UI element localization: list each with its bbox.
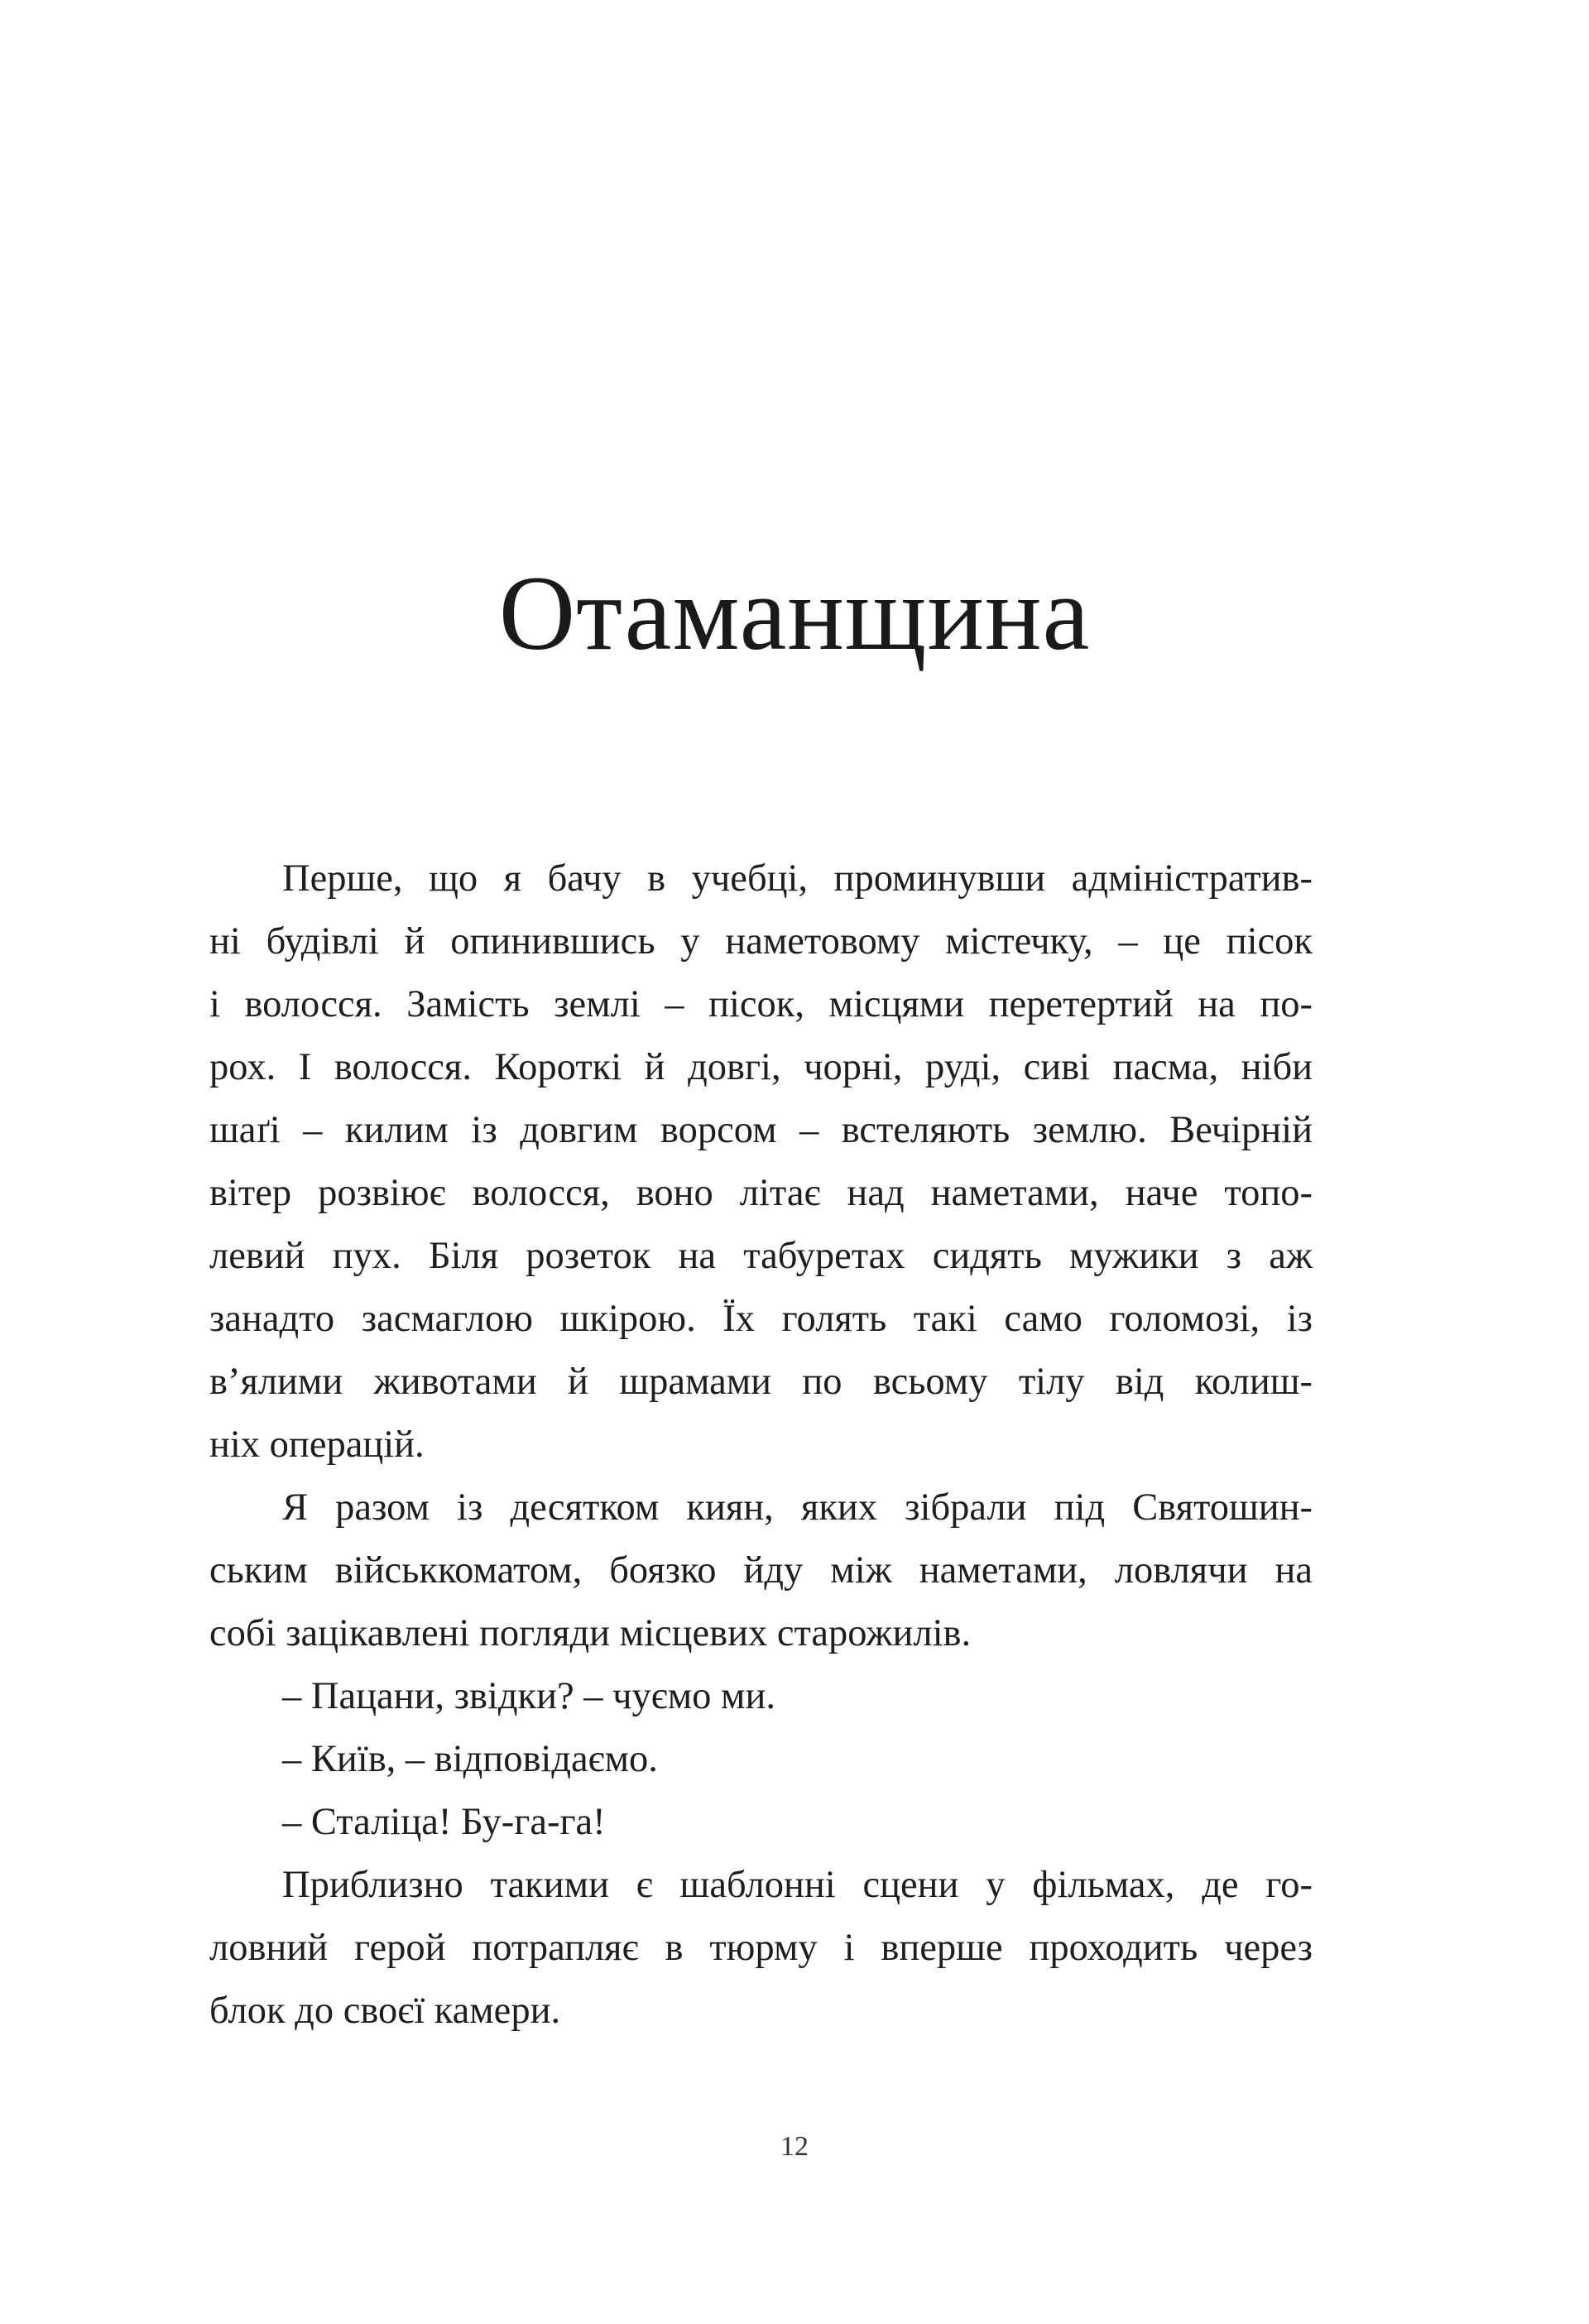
text-line: рох. І волосся. Короткі й довгі, чорні, руді, сиві пасма, ніби (209, 1046, 1313, 1088)
text-line: вітер розвіює волосся, воно літає над наметами, наче топо- (209, 1172, 1313, 1214)
text-line: блок до своєї камери. (209, 1990, 561, 2032)
page-number: 12 (780, 2131, 809, 2162)
text-line: левий пух. Біля розеток на табуретах сидять мужики з аж (209, 1235, 1313, 1277)
text-line: Я разом із десятком киян, яких зібрали під Святошин- (282, 1486, 1313, 1529)
text-line: ловний герой потрапляє в тюрму і вперше проходить через (209, 1927, 1313, 1969)
dialogue-line: – Пацани, звідки? – чуємо ми. (282, 1675, 775, 1717)
text-line: собі зацікавлені погляди місцевих старожилів. (209, 1612, 972, 1654)
text-line: ським військкоматом, боязко йду між наметами, ловлячи на (209, 1549, 1313, 1592)
chapter-body (209, 847, 1313, 2043)
dialogue-line: – Київ, – відповідаємо. (282, 1738, 658, 1780)
text-line: і волосся. Замість землі – пісок, місцями перетертий на по- (209, 983, 1313, 1025)
chapter-title: Отаманщина (498, 554, 1091, 672)
text-line: в’ялими животами й шрамами по всьому тілу від колиш- (209, 1361, 1313, 1403)
text-line: шаґі – килим із довгим ворсом – встеляють землю. Вечірній (209, 1109, 1313, 1151)
text-line: ніх операцій. (209, 1424, 425, 1466)
text-line: Приблизно такими є шаблонні сцени у фільмах, де го- (282, 1864, 1313, 1906)
dialogue-line: – Сталіца! Бу-га-га! (282, 1801, 606, 1843)
text-line: Перше, що я бачу в учебці, проминувши адміністратив- (282, 857, 1313, 900)
text-line: ні будівлі й опинившись у наметовому містечку, – це пісок (209, 920, 1313, 963)
text-line: занадто засмаглою шкірою. Їх голять такі само голомозі, із (209, 1298, 1313, 1340)
